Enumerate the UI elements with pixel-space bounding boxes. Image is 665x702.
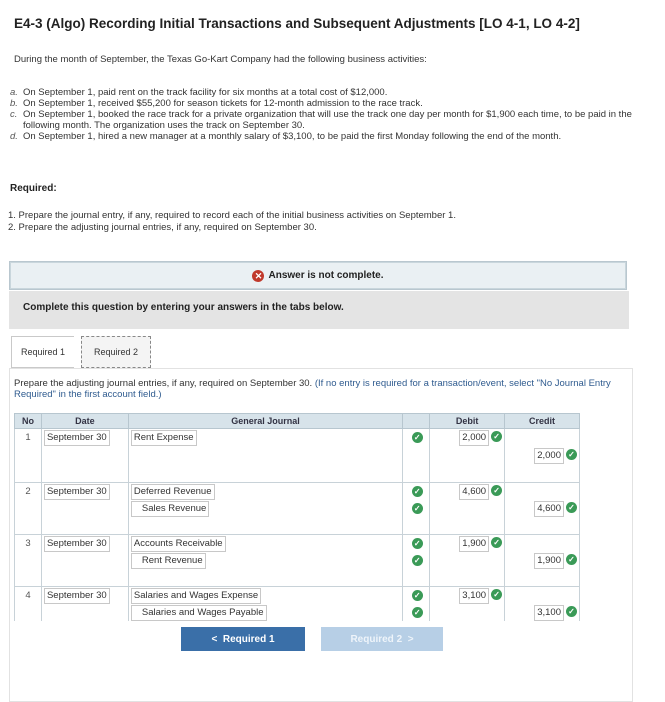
activity-a: a. On September 1, paid rent on the track facility for six months at a total cost of $12,000. <box>10 87 388 98</box>
entry-number: 2 <box>15 483 42 501</box>
page-title: E4-3 (Algo) Recording Initial Transactions and Subsequent Adjustments [LO 4-1, LO 4-2] <box>14 16 580 31</box>
check-icon: ✓ <box>566 554 577 565</box>
table-row <box>15 552 580 569</box>
instruction-main: Prepare the adjusting journal entries, if any, required on September 30. <box>14 378 313 389</box>
chevron-left-icon: < <box>211 633 223 645</box>
instructions-text: Complete this question by entering your answers in the tabs below. <box>23 302 344 313</box>
question-instruction <box>14 378 624 400</box>
instructions-bar <box>9 291 629 329</box>
activities-list <box>10 87 650 142</box>
check-icon: ✓ <box>412 538 423 549</box>
prev-button-label: Required 1 <box>222 633 275 645</box>
col-account: General Journal <box>128 414 402 429</box>
entry-number: 1 <box>15 429 42 447</box>
account-field[interactable]: Sales Revenue <box>131 501 209 517</box>
col-no: No <box>15 414 42 429</box>
account-field[interactable]: Deferred Revenue <box>131 484 215 500</box>
check-icon: ✓ <box>412 486 423 497</box>
entry-number: 3 <box>15 535 42 553</box>
col-check <box>403 414 430 429</box>
journal-header-row <box>15 414 580 429</box>
journal-table <box>14 413 580 621</box>
col-debit: Debit <box>430 414 505 429</box>
check-icon: ✓ <box>491 537 502 548</box>
check-icon: ✓ <box>412 607 423 618</box>
credit-field[interactable]: 3,100 <box>534 605 564 621</box>
credit-field[interactable]: 2,000 <box>534 448 564 464</box>
table-row <box>15 604 580 621</box>
check-icon: ✓ <box>566 606 577 617</box>
col-date: Date <box>41 414 128 429</box>
check-icon: ✓ <box>491 431 502 442</box>
instruction-note: (If no entry is required for a transaction/event, select "No Journal Entry Required" in the first account field.) <box>14 378 611 400</box>
requirements-list <box>8 210 456 234</box>
check-icon: ✓ <box>566 449 577 460</box>
next-button-label: Required 2 <box>350 633 403 645</box>
next-required-button[interactable] <box>321 627 443 651</box>
intro-text: During the month of September, the Texas Go-Kart Company had the following business activities: <box>14 54 427 65</box>
check-icon: ✓ <box>566 502 577 513</box>
table-row <box>15 500 580 517</box>
check-icon: ✓ <box>412 503 423 514</box>
entry-number: 4 <box>15 587 42 605</box>
tab-required-2[interactable]: Required 2 <box>81 336 151 368</box>
check-icon: ✓ <box>412 432 423 443</box>
check-icon: ✓ <box>491 589 502 600</box>
status-banner-frame <box>9 261 627 290</box>
table-row <box>15 535 580 553</box>
table-row <box>15 446 580 465</box>
chevron-right-icon: > <box>402 633 414 645</box>
table-row <box>15 483 580 501</box>
credit-field[interactable]: 1,900 <box>534 553 564 569</box>
debit-field[interactable]: 2,000 <box>459 430 489 446</box>
requirement-1: 1. Prepare the journal entry, if any, required to record each of the initial business activities on September 1. <box>8 210 456 221</box>
debit-field[interactable]: 1,900 <box>459 536 489 552</box>
activity-c: c. On September 1, booked the race track for a private organization that will use the track one day per month for $1,900 each time, to be paid in the following month. The organization uses the track on September 30. <box>10 109 632 131</box>
activity-d: d. On September 1, hired a new manager at a monthly salary of $3,100, to be paid the first Monday following the end of the month. <box>10 131 562 142</box>
debit-field[interactable]: 3,100 <box>459 588 489 604</box>
debit-field[interactable]: 4,600 <box>459 484 489 500</box>
account-field[interactable]: Accounts Receivable <box>131 536 226 552</box>
requirement-2: 2. Prepare the adjusting journal entries, if any, required on September 30. <box>8 222 317 233</box>
status-banner <box>10 262 626 289</box>
required-heading: Required: <box>10 183 57 194</box>
check-icon: ✓ <box>412 590 423 601</box>
table-row <box>15 429 580 447</box>
prev-required-button[interactable] <box>181 627 305 651</box>
account-field[interactable]: Rent Expense <box>131 430 197 446</box>
check-icon: ✓ <box>491 485 502 496</box>
account-field[interactable]: Rent Revenue <box>131 553 206 569</box>
table-row <box>15 587 580 605</box>
date-field[interactable]: September 30 <box>44 484 110 500</box>
col-credit: Credit <box>505 414 580 429</box>
date-field[interactable]: September 30 <box>44 536 110 552</box>
account-field[interactable]: Salaries and Wages Expense <box>131 588 261 604</box>
activity-b: b. On September 1, received $55,200 for season tickets for 12-month admission to the race track. <box>10 98 423 109</box>
status-banner-text: Answer is not complete. <box>268 270 384 281</box>
date-field[interactable]: September 30 <box>44 588 110 604</box>
account-field[interactable]: Salaries and Wages Payable <box>131 605 267 621</box>
error-icon: ✕ <box>252 270 264 282</box>
tab-required-1[interactable]: Required 1 <box>11 336 74 368</box>
date-field[interactable]: September 30 <box>44 430 110 446</box>
check-icon: ✓ <box>412 555 423 566</box>
credit-field[interactable]: 4,600 <box>534 501 564 517</box>
